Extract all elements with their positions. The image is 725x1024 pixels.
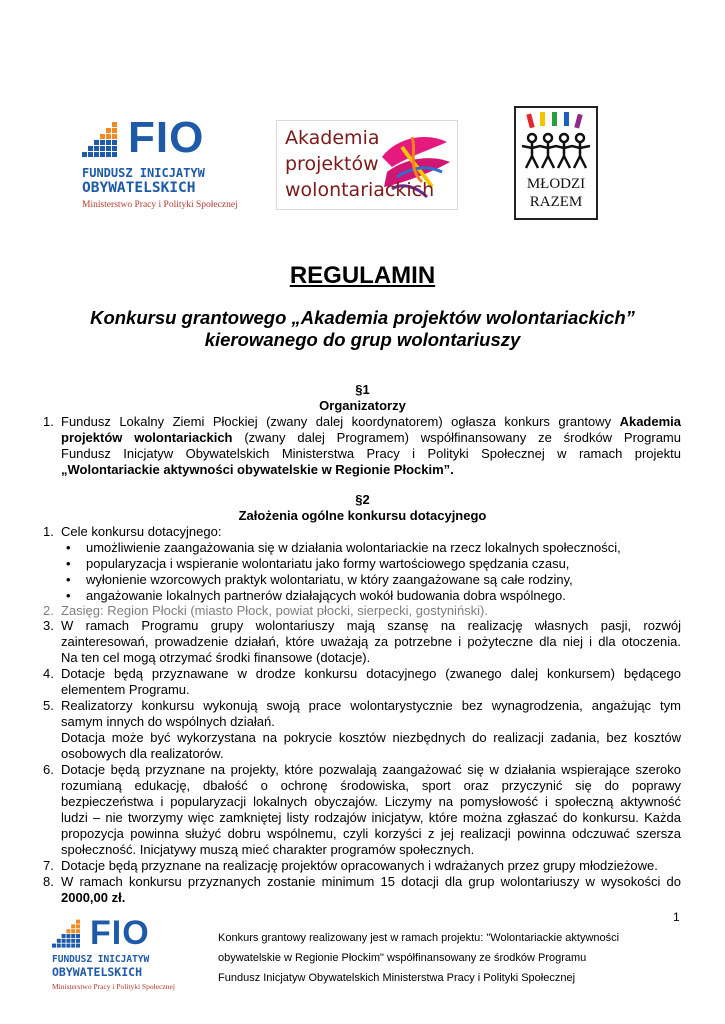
s2-item5-number: 5.: [43, 698, 54, 713]
people-holding-hands-icon: [520, 112, 592, 172]
s2-item1-bullet3: wyłonienie wzorcowych praktyk wolontariatu, w który zaangażowane są całe rodziny,: [86, 572, 573, 587]
fio-logo: [82, 113, 242, 220]
s1-item1-l2b: (zwany dalej Programem) współfinansowany ze środków Programu: [232, 430, 681, 445]
akademia-logo: [276, 120, 458, 210]
akademia-logo-line2: projektów: [285, 153, 379, 175]
footer-fio-line3: Ministerstwo Pracy i Polityki Społecznej: [52, 982, 175, 991]
s2-item4-l2: elementem Programu.: [61, 682, 190, 697]
s2-item4-text: [61, 666, 681, 698]
s2-item8-text: [61, 874, 681, 906]
s2-item1-text: Cele konkursu dotacyjnego:: [61, 524, 222, 539]
s2-item6-l3: bezpieczeństwa i popularyzacji lokalnych obyczajów. Liczymy na pomysłowość i społeczną aktywność: [61, 794, 681, 809]
s2-item3-text: [61, 618, 681, 666]
akademia-logo-line3: wolontariackich: [285, 179, 435, 201]
s2-item6-l2: rozumianą edukację, dbałość o ochronę środowiska, sport oraz przyczynić się do poprawy: [61, 778, 681, 793]
footer-line1: Konkurs grantowy realizowany jest w ramach projektu: "Wolontariackie aktywności: [218, 932, 620, 944]
s2-item3-l2: zainteresowań, prowadzenie działań, które uważają za potrzebne i pożyteczne dla niej i dla otoczenia.: [61, 634, 681, 649]
fio-logo-line2: OBYWATELSKICH: [82, 180, 196, 196]
fio-logo-line1: FUNDUSZ INICJATYW: [82, 166, 205, 180]
subtitle-line1: Konkursu grantowego „Akademia projektów wolontariackich”: [90, 307, 635, 328]
bullet-icon: •: [66, 588, 71, 603]
s2-item6-l1: Dotacje będą przyznane na projekty, które pozwalają zaangażować się w działania wspierające szeroko: [61, 762, 681, 777]
s2-item5-l3: Dotacja może być wykorzystana na pokrycie kosztów niezbędnych do realizacji zadania, bez kosztów: [61, 730, 681, 745]
section2-heading: Założenia ogólne konkursu dotacyjnego: [238, 508, 487, 523]
s2-item1-bullet2: popularyzacja i wspieranie wolontariatu jako formy wartościowego spędzania czasu,: [86, 556, 570, 571]
s1-item1-l3: Fundusz Inicjatyw Obywatelskich Ministerstwa Pracy i Polityki Społecznej w ramach projektu: [61, 446, 681, 461]
akademia-logo-line1: Akademia: [285, 127, 380, 149]
s2-item5-text: [61, 698, 681, 762]
s2-item8-l2: 2000,00 zł.: [61, 890, 126, 905]
s2-item6-l6: społeczność. Inicjatywy muszą mieć charakter programów społecznych.: [61, 842, 475, 857]
s2-item6-l5: propozycja powinna służyć dobru wspólnemu, czyli korzyści z jej realizacji powinna odczuwać szersza: [61, 826, 681, 841]
s1-item1-l2a: projektów wolontariackich: [61, 430, 233, 445]
page-subtitle: [60, 307, 665, 351]
footer-fio-line2: OBYWATELSKICH: [52, 965, 143, 979]
s2-item4-l1: Dotacje będą przyznawane w drodze konkursu dotacyjnego (zwanego dalej konkursem) będącego: [61, 666, 681, 681]
s2-item8-l1: W ramach konkursu przyznanych zostanie minimum 15 dotacji dla grup wolontariuszy w wysokości do: [61, 874, 681, 889]
s2-item1-number: 1.: [43, 524, 54, 539]
s1-item1-l1a: Fundusz Lokalny Ziemi Płockiej (zwany dalej koordynatorem) ogłasza konkurs grantowy: [61, 414, 620, 429]
s2-item1-bullet1: umożliwienie zaangażowania się w działania wolontariackie na rzecz lokalnych społeczności,: [86, 540, 621, 555]
footer-fio-word: FIO: [90, 914, 150, 952]
s2-item5-l1: Realizatorzy konkursu wykonują swoją prace wolontarystycznie bez wynagrodzenia, angażując tym: [61, 698, 681, 713]
bullet-icon: •: [66, 572, 71, 587]
s2-item6-text: [61, 762, 681, 858]
s2-item5-l2: samym innych do wspólnych działań.: [61, 714, 275, 729]
s1-item1-l4: „Wolontariackie aktywności obywatelskie w Regionie Płockim”.: [61, 462, 454, 477]
mlodzi-logo-line1: MŁODZI: [526, 176, 586, 192]
s2-item6-l4: ludzi – nie tworzymy więc zamkniętej listy rodzajów inicjatyw, które można zgłaszać do konkursu. Każda: [61, 810, 681, 825]
s1-item1-l1b: Akademia: [619, 414, 681, 429]
s2-item5-l4: osobowych dla realizatorów.: [61, 746, 224, 761]
page-title: REGULAMIN: [289, 262, 436, 289]
fio-dots-icon: [82, 120, 122, 160]
s1-item1-number: 1.: [43, 414, 54, 429]
section1-heading: Organizatorzy: [319, 398, 406, 413]
s2-item7-text: Dotacje będą przyznane na realizację projektów opracowanych i wdrażanych przez grupy młodzieżowe.: [61, 858, 658, 873]
section2-number: §2: [355, 492, 370, 507]
footer-line3: Fundusz Inicjatyw Obywatelskich Ministerstwa Pracy i Polityki Społecznej: [218, 972, 576, 984]
s1-item1-text: [61, 414, 681, 478]
section1-number: §1: [355, 382, 370, 397]
s2-item6-number: 6.: [43, 762, 54, 777]
s2-item1-bullet4: angażowanie lokalnych partnerów działających wokół budowania dobra wspólnego.: [86, 588, 566, 603]
footer-note: [218, 928, 658, 988]
fio-logo-line3: Ministerstwo Pracy i Polityki Społecznej: [82, 200, 238, 210]
s2-item3-l3: Na ten cel mogą otrzymać środki finansowe (dotacje).: [61, 650, 371, 665]
fio-logo-word: FIO: [128, 113, 205, 162]
fio-dots-icon: [52, 918, 84, 950]
s2-item3-l1: W ramach Programu grupy wolontariuszy mają szansę na realizację własnych pasji, rozwój: [61, 618, 681, 633]
bullet-icon: •: [66, 540, 71, 555]
s2-item2-text: Zasięg: Region Płocki (miasto Płock, powiat płocki, sierpecki, gostyniński).: [61, 603, 489, 618]
s2-item4-number: 4.: [43, 666, 54, 681]
subtitle-line2: kierowanego do grup wolontariuszy: [204, 329, 521, 350]
footer-line2: obywatelskie w Regionie Płockim" współfinansowany ze środków Programu: [218, 952, 587, 964]
bullet-icon: •: [66, 556, 71, 571]
s2-item8-number: 8.: [43, 874, 54, 889]
mlodzi-razem-logo: [514, 106, 598, 220]
footer-fio-line1: FUNDUSZ INICJATYW: [52, 954, 150, 965]
s2-item3-number: 3.: [43, 618, 54, 633]
footer-fio-logo: [52, 914, 182, 998]
mlodzi-logo-line2: RAZEM: [529, 194, 583, 210]
s2-item2-number: 2.: [43, 603, 54, 618]
page-number: 1: [673, 910, 680, 924]
s2-item7-number: 7.: [43, 858, 54, 873]
